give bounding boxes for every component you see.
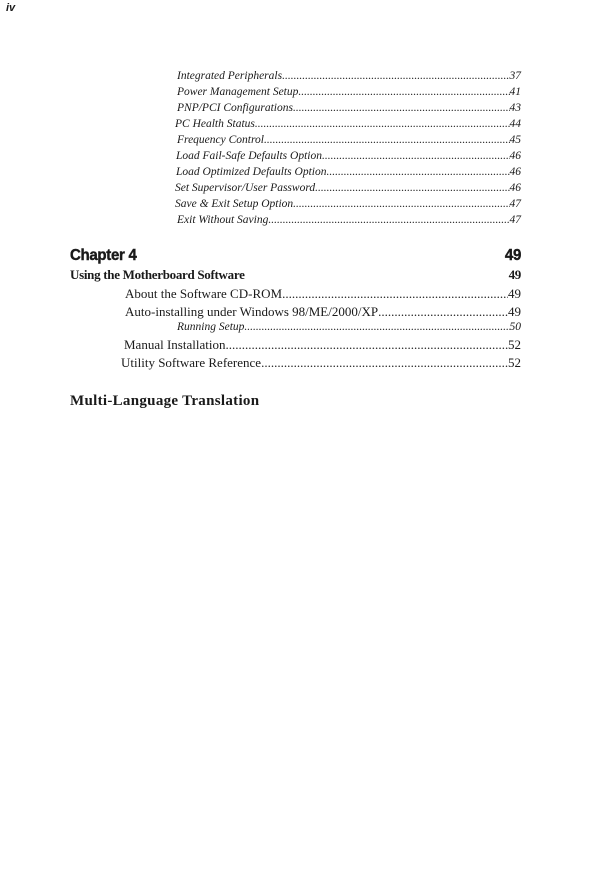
toc-leader	[268, 214, 509, 226]
toc-entry-title: Save & Exit Setup Option	[175, 198, 294, 210]
toc-entry-title: About the Software CD-ROM	[125, 286, 283, 301]
toc-entry-page: 50	[509, 321, 521, 333]
toc-leader	[261, 355, 508, 371]
toc-entry-exit-without-saving[interactable]	[177, 214, 521, 226]
toc-entry-page: 47	[509, 214, 521, 226]
toc-entry-software-cdrom[interactable]	[125, 286, 521, 302]
toc-entry-page: 49	[508, 286, 521, 301]
toc-entry-title: Integrated Peripherals	[177, 70, 283, 82]
toc-leader	[326, 166, 509, 178]
toc-entry-title: Load Optimized Defaults Option	[176, 166, 327, 178]
toc-entry-power-management[interactable]	[177, 86, 521, 98]
toc-entry-pnp-pci[interactable]	[177, 102, 521, 114]
toc-leader	[298, 86, 509, 98]
toc-entry-integrated-peripherals[interactable]	[177, 70, 521, 82]
toc-leader	[264, 134, 510, 146]
toc-entry-title: Utility Software Reference	[121, 355, 262, 370]
toc-entry-title: Exit Without Saving	[177, 214, 269, 226]
toc-entry-page: 46	[509, 182, 521, 194]
toc-leader	[322, 150, 510, 162]
toc-leader	[315, 182, 509, 194]
toc-entry-title: Power Management Setup	[177, 86, 299, 98]
toc-leader	[293, 102, 510, 114]
toc-entry-title: Load Fail-Safe Defaults Option	[176, 150, 322, 162]
chapter-page: 49	[504, 246, 521, 265]
toc-leader	[293, 198, 509, 210]
toc-entry-title: Frequency Control	[177, 134, 264, 146]
toc-entry-page: 43	[509, 102, 521, 114]
toc-entry-page: 49	[508, 304, 521, 319]
chapter-label: Chapter 4	[70, 246, 137, 265]
toc-entry-utility-software[interactable]	[121, 355, 521, 371]
toc-entry-title: PC Health Status	[175, 118, 255, 130]
toc-leader	[244, 321, 509, 333]
toc-entry-page: 52	[508, 337, 521, 352]
toc-entry-page: 37	[509, 70, 521, 82]
toc-entry-page: 44	[509, 118, 521, 130]
toc-entry-page: 47	[509, 198, 521, 210]
toc-entry-pc-health[interactable]	[175, 118, 521, 130]
toc-entry-title: Set Supervisor/User Password	[175, 182, 316, 194]
page-number: iv	[6, 2, 16, 14]
toc-entry-running-setup[interactable]	[177, 321, 521, 333]
section-title: Using the Motherboard Software	[70, 267, 245, 282]
toc-leader	[378, 304, 508, 320]
toc-leader	[225, 337, 508, 353]
toc-entry-manual-installation[interactable]	[124, 337, 521, 353]
chapter-heading[interactable]	[70, 247, 521, 265]
toc-entry-page: 52	[508, 355, 521, 370]
toc-entry-title: PNP/PCI Configurations	[177, 102, 293, 114]
multi-language-heading[interactable]: Multi-Language Translation	[70, 393, 260, 409]
toc-entry-auto-installing[interactable]	[125, 304, 521, 320]
toc-entry-fail-safe[interactable]	[176, 150, 521, 162]
toc-entry-page: 46	[509, 166, 521, 178]
toc-entry-save-exit[interactable]	[175, 198, 521, 210]
toc-entry-optimized-defaults[interactable]	[176, 166, 521, 178]
section-heading[interactable]	[70, 267, 521, 283]
toc-entry-page: 41	[509, 86, 521, 98]
toc-entry-title: Auto-installing under Windows 98/ME/2000/XP	[125, 304, 379, 319]
toc-entry-page: 46	[509, 150, 521, 162]
toc-leader	[282, 70, 509, 82]
toc-leader	[282, 286, 508, 302]
toc-entry-title: Manual Installation	[124, 337, 226, 352]
toc-entry-frequency-control[interactable]	[177, 134, 521, 146]
section-page: 49	[508, 267, 521, 282]
toc-leader	[255, 118, 510, 130]
toc-entry-supervisor-password[interactable]	[175, 182, 521, 194]
toc-entry-title: Running Setup	[177, 321, 245, 333]
toc-entry-page: 45	[509, 134, 521, 146]
